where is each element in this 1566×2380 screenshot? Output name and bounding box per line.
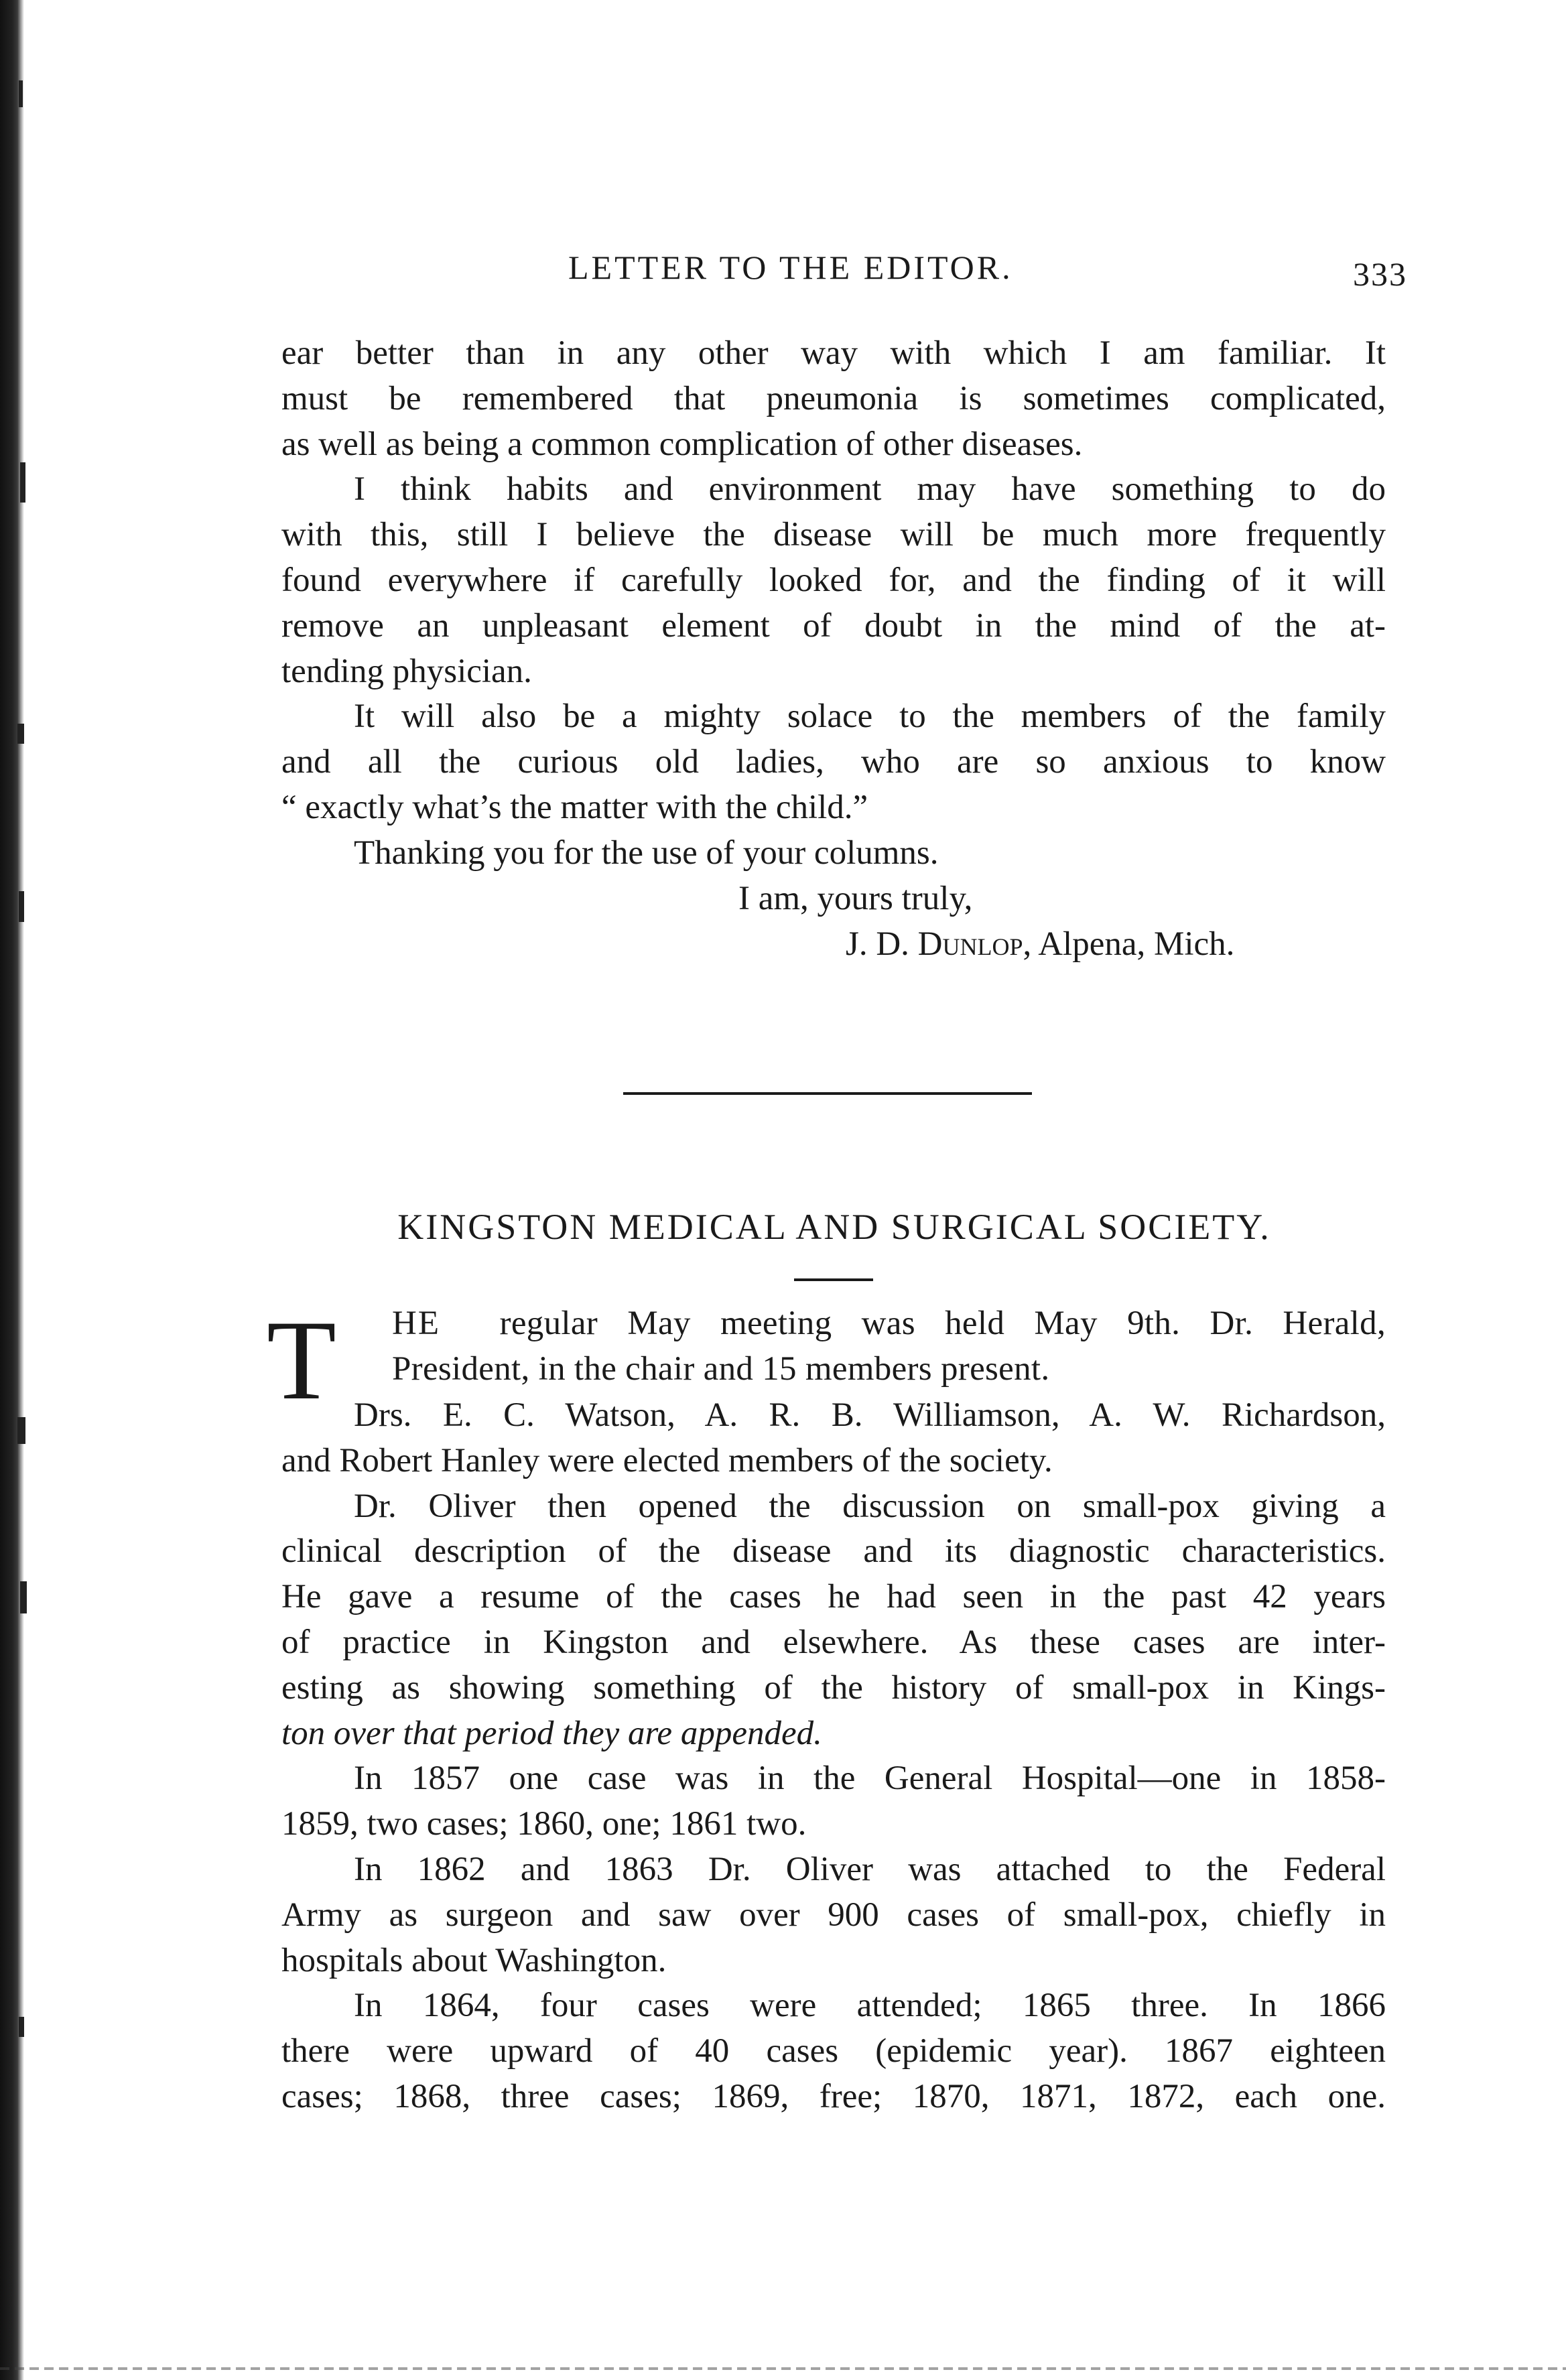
letter-line: with this, still I believe the disease will be much more frequently bbox=[281, 516, 1386, 554]
letter-line: Thanking you for the use of your columns. bbox=[354, 834, 939, 872]
letter-line: found everywhere if carefully looked for, and the finding of it will bbox=[281, 561, 1386, 599]
society-line: Army as surgeon and saw over 900 cases of small-pox, chiefly in bbox=[281, 1896, 1386, 1934]
binding-speckle bbox=[5, 0, 46, 2380]
society-line: of practice in Kingston and elsewhere. As these cases are inter- bbox=[281, 1623, 1386, 1661]
drop-cap: T bbox=[267, 1297, 336, 1423]
letter-line: as well as being a common complication of other diseases. bbox=[281, 425, 1083, 463]
society-line: He gave a resume of the cases he had seen in the past 42 years bbox=[281, 1578, 1386, 1616]
page-bottom-edge bbox=[0, 2367, 1566, 2370]
lead-line: President, in the chair and 15 members present. bbox=[392, 1349, 1050, 1388]
society-line: Drs. E. C. Watson, A. R. B. Williamson, A. W. Richardson, bbox=[354, 1396, 1386, 1434]
letter-line: I think habits and environment may have something to do bbox=[354, 470, 1386, 509]
society-line: cases; 1868, three cases; 1869, free; 1870, 1871, 1872, each one. bbox=[281, 2077, 1386, 2115]
letter-line: remove an unpleasant element of doubt in the mind of the at- bbox=[281, 606, 1386, 645]
letter-closing bbox=[281, 876, 1386, 968]
section-title: KINGSTON MEDICAL AND SURGICAL SOCIETY. bbox=[397, 1207, 1271, 1247]
letter-line: tending physician. bbox=[281, 652, 532, 690]
letter-body bbox=[281, 331, 1386, 876]
letter-line: and all the curious old ladies, who are so anxious to know bbox=[281, 743, 1386, 781]
running-head: LETTER TO THE EDITOR. bbox=[568, 249, 1013, 286]
page-header bbox=[281, 243, 1407, 303]
society-line: clinical description of the disease and its diagnostic characteristics. bbox=[281, 1532, 1386, 1571]
society-line: there were upward of 40 cases (epidemic year). 1867 eighteen bbox=[281, 2032, 1386, 2070]
letter-line: It will also be a mighty solace to the members of the family bbox=[354, 698, 1386, 736]
society-line: In 1862 and 1863 Dr. Oliver was attached to the Federal bbox=[354, 1850, 1386, 1888]
signature-place: Alpena, Mich. bbox=[1038, 925, 1235, 963]
letter-line: ear better than in any other way with which I am familiar. It bbox=[281, 334, 1386, 372]
society-line: In 1857 one case was in the General Hospital—one in 1858- bbox=[354, 1760, 1386, 1798]
society-body bbox=[281, 1393, 1386, 2120]
lead-line bbox=[392, 1301, 1386, 1347]
signature-name: J. D. Dunlop, bbox=[846, 925, 1032, 963]
signature bbox=[281, 922, 1386, 968]
page-number: 333 bbox=[1353, 255, 1407, 293]
society-line: esting as showing something of the history of small-pox in Kings- bbox=[281, 1668, 1386, 1707]
letter-line: “ exactly what’s the matter with the child.” bbox=[281, 788, 868, 826]
society-line: hospitals about Washington. bbox=[281, 1941, 667, 1979]
section-divider bbox=[623, 1092, 1032, 1095]
title-rule bbox=[794, 1278, 873, 1281]
society-line: and Robert Hanley were elected members of the society. bbox=[281, 1441, 1053, 1479]
society-line: Dr. Oliver then opened the discussion on small-pox giving a bbox=[354, 1487, 1386, 1525]
closing-salutation: I am, yours truly, bbox=[738, 880, 973, 917]
letter-line: must be remembered that pneumonia is sometimes complicated, bbox=[281, 379, 1386, 417]
society-line: 1859, two cases; 1860, one; 1861 two. bbox=[281, 1805, 807, 1843]
society-lead bbox=[392, 1301, 1386, 1392]
lead-line-rest: regular May meeting was held May 9th. Dr. Herald, bbox=[499, 1305, 1386, 1342]
society-line: In 1864, four cases were attended; 1865 three. In 1866 bbox=[354, 1987, 1386, 2025]
society-line: ton over that period they are appended. bbox=[281, 1714, 822, 1752]
lead-word: HE bbox=[392, 1305, 440, 1342]
